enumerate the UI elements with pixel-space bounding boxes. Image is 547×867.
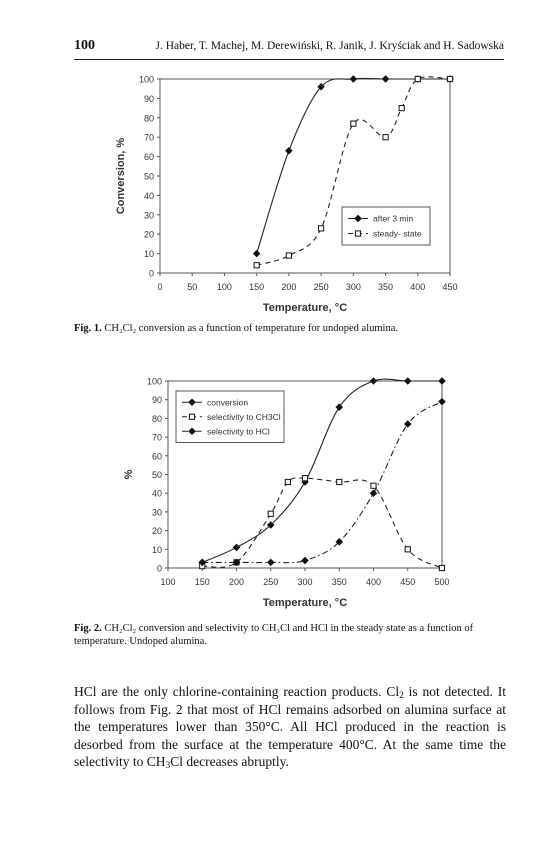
chart2-series-2-point [268, 559, 274, 565]
chart1-y-tick-label: 0 [148, 268, 154, 279]
chart2-series-1-point [439, 565, 444, 570]
chart2-series-1-point [285, 479, 290, 484]
figure-2-caption [74, 622, 506, 648]
chart1-y-tick-label: 70 [143, 132, 154, 143]
chart1-y-tick-label: 100 [138, 74, 154, 85]
chart1-x-tick-label: 250 [313, 282, 329, 292]
chart2-x-tick-label: 150 [194, 577, 210, 587]
chart2-y-tick-label: 100 [146, 376, 162, 387]
chart2-series-1-point [337, 479, 342, 484]
figure-1-caption-text: CH₂Cl₂ conversion as a function of temperature for undoped alumina. [104, 323, 399, 334]
chart1-x-tick-label: 50 [187, 282, 198, 292]
chart2-series-1-point [405, 547, 410, 552]
chart1-y-tick-label: 20 [143, 229, 154, 240]
chart1-y-tick-label: 30 [143, 210, 154, 221]
chart2-series-0-point [233, 544, 239, 550]
body-sub-2: 3 [165, 761, 171, 771]
chart1-x-tick-label: 100 [216, 282, 232, 292]
chart2-series-1-point [302, 476, 307, 481]
chart2-series-0-point [405, 378, 411, 384]
figure-2-caption-text: CH₂Cl₂ conversion and selectivity to CH₃Cl and HCl in the steady state as a function of temperature. Undoped alumina. [74, 623, 474, 647]
chart2-y-tick-label: 50 [151, 470, 162, 480]
chart2-series-2-point [405, 421, 411, 427]
chart1-legend-label: steady- state [373, 228, 422, 239]
chart1-x-tick-label: 0 [157, 282, 163, 292]
chart2-series-2-point [439, 398, 445, 404]
body-paragraph [74, 683, 506, 771]
body-text-a: HCl are the only chlorine-containing reaction products. Cl [74, 684, 400, 699]
chart1-x-tick-label: 350 [378, 282, 394, 292]
chart1-y-tick-label: 50 [143, 171, 154, 182]
chart1-x-tick-label: 300 [345, 282, 361, 292]
chart2-series-0-point [370, 378, 376, 384]
chart1-y-tick-label: 80 [143, 113, 154, 124]
chart2-series-1-point [268, 511, 273, 516]
running-head: J. Haber, T. Machej, M. Derewiński, R. Janik, J. Kryściak and H. Sadowska [155, 40, 504, 52]
chart2-x-axis-label: Temperature, °C [262, 597, 348, 609]
chart1-y-axis-label: Conversion, % [115, 137, 127, 215]
chart2-x-tick-label: 100 [160, 577, 176, 587]
chart2-y-tick-label: 0 [156, 563, 162, 574]
chart2-y-tick-label: 10 [151, 544, 162, 555]
chart1-x-tick-label: 200 [281, 282, 297, 292]
chart2-series-2-point [302, 557, 308, 563]
body-sub-1: 2 [399, 691, 404, 701]
chart1-y-tick-label: 60 [143, 152, 154, 163]
chart2-x-tick-label: 500 [434, 577, 450, 587]
chart2-x-tick-label: 300 [297, 577, 313, 587]
chart2-y-tick-label: 40 [151, 488, 162, 499]
chart2-series-1-point [371, 483, 376, 488]
chart2-legend-label: conversion [207, 397, 249, 408]
chart2-y-tick-label: 90 [151, 395, 162, 406]
chart2-y-tick-label: 70 [151, 432, 162, 443]
chart1-x-tick-label: 150 [249, 282, 265, 292]
chart2-x-tick-label: 350 [331, 577, 347, 587]
chart2-y-tick-label: 20 [151, 526, 162, 537]
chart2-legend-label: selectivity to HCl [207, 426, 270, 437]
chart2-x-tick-label: 400 [365, 577, 382, 587]
chart2-y-tick-label: 60 [151, 451, 162, 462]
chart2-legend-swatch-marker [189, 414, 194, 419]
page-number: 100 [74, 38, 95, 53]
figure-2-caption-label: Fig. 2. [74, 623, 102, 634]
chart2-series-1-line [202, 478, 442, 568]
chart2-x-tick-label: 200 [228, 577, 245, 587]
chart2-legend-label: selectivity to CH3Cl [207, 411, 281, 422]
chart1-legend-label: after 3 min [373, 213, 414, 224]
body-text-c: Cl decreases abruptly. [170, 754, 289, 769]
chart2-x-tick-label: 450 [400, 577, 416, 587]
body-text-b: is not detected. It follows from Fig. 2 that most of HCl remains adsorbed on alumina surface at the temperatures lower than 350°C. All HCl produced in the reaction is desorbed from the surface at the temperature 400°C. At the same time the selectivity to CH [74, 684, 506, 769]
chart1-y-tick-label: 10 [143, 249, 154, 260]
chart1-y-tick-label: 90 [143, 93, 154, 104]
chart1-y-tick-label: 40 [143, 190, 154, 201]
figure-1-caption-label: Fig. 1. [74, 323, 102, 334]
chart2-x-tick-label: 250 [263, 577, 279, 587]
chart2-y-tick-label: 30 [151, 507, 162, 518]
chart1-x-tick-label: 450 [442, 282, 458, 292]
chart2-series-0-point [439, 378, 445, 384]
chart2-series-2-point [370, 490, 376, 496]
chart1-x-tick-label: 400 [410, 282, 426, 292]
chart2-y-axis-label: % [123, 469, 135, 480]
chart1-x-axis-label: Temperature, °C [262, 302, 348, 314]
chart2-y-tick-label: 80 [151, 413, 162, 424]
